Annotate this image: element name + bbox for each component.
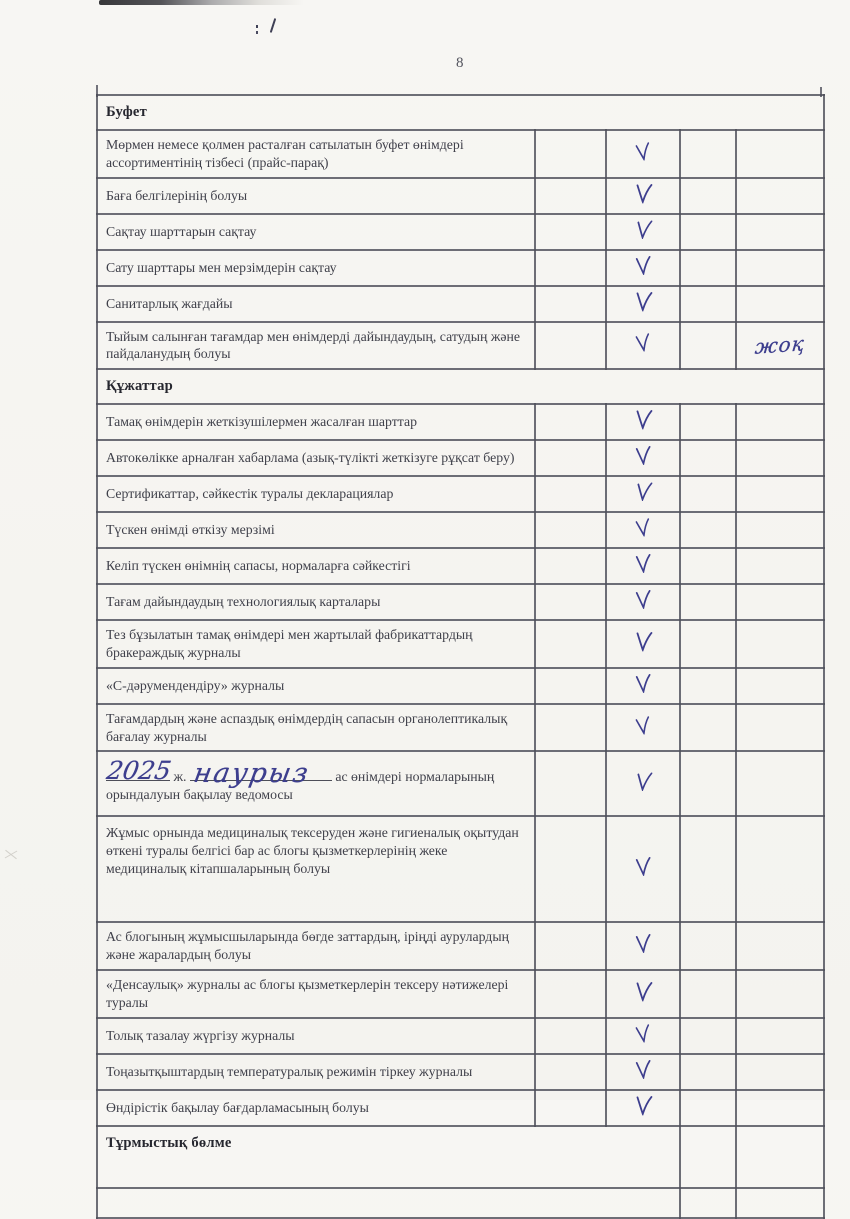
- note-cell: [736, 620, 824, 668]
- empty-cell: [535, 476, 606, 512]
- checkmark-icon: [634, 255, 652, 280]
- checkmark-icon: [633, 482, 653, 506]
- empty-cell: [535, 286, 606, 322]
- checkmark-icon: [633, 290, 653, 317]
- empty-cell: [736, 1188, 824, 1218]
- row-label-cell: Жұмыс орнында медициналық тексеруден және гигиеналық оқытудан өткені туралы белгісі бар ас блогы қызметкерлерінің жеке медициналық кітапшаларының болуы: [97, 816, 535, 922]
- section-header-row: [97, 369, 824, 404]
- checkmark-icon: [633, 409, 653, 436]
- note-cell: [736, 250, 824, 286]
- check-cell: [606, 548, 680, 584]
- checkmark-icon: [634, 1024, 653, 1048]
- table-row: [97, 1054, 824, 1090]
- row-label-cell: Толық тазалау жүргізу журналы: [97, 1018, 535, 1054]
- check-cell: [606, 322, 680, 370]
- handwritten-year: 2025: [104, 755, 174, 785]
- empty-cell: [535, 1054, 606, 1090]
- empty-cell: [535, 751, 606, 816]
- empty-cell: [680, 1018, 736, 1054]
- check-cell: [606, 922, 680, 970]
- table-row: [97, 584, 824, 620]
- row-label-cell: Тыйым салынған тағамдар мен өнімдерді дайындаудың, сатудың және пайдаланудың болуы: [97, 322, 535, 370]
- row-label-cell: Тамақ өнімдерін жеткізушілермен жасалған шарттар: [97, 404, 535, 440]
- note-cell: [736, 548, 824, 584]
- empty-cell: [680, 404, 736, 440]
- empty-cell: [535, 512, 606, 548]
- empty-cell: [535, 1018, 606, 1054]
- empty-cell: [680, 816, 736, 922]
- empty-cell: [680, 704, 736, 752]
- section-header-row: [97, 95, 824, 130]
- empty-cell: [680, 548, 736, 584]
- check-cell: [606, 704, 680, 752]
- table-row: [97, 130, 824, 178]
- checkmark-icon: [634, 673, 652, 698]
- checkmark-icon: [634, 857, 652, 882]
- empty-cell: [680, 668, 736, 704]
- checkmark-icon: [634, 1060, 652, 1085]
- empty-cell: [680, 512, 736, 548]
- checkmark-icon: [634, 333, 653, 357]
- note-cell: [736, 704, 824, 752]
- table-row: [97, 322, 824, 370]
- empty-cell: [535, 704, 606, 752]
- check-cell: [606, 668, 680, 704]
- table-row: [97, 476, 824, 512]
- section-title: Тұрмыстық бөлме: [106, 1134, 232, 1151]
- table-row: [97, 250, 824, 286]
- table-row-continuation: [97, 1188, 824, 1218]
- ink-speck: [256, 25, 258, 28]
- row-label-cell: Автокөлікке арналған хабарлама (азық-түлікті жеткізуге рұқсат беру): [97, 440, 535, 476]
- empty-cell: [535, 440, 606, 476]
- checkmark-icon: [634, 554, 652, 579]
- checkmark-icon: [634, 715, 653, 739]
- check-cell: [606, 440, 680, 476]
- checkmark-icon: [633, 630, 653, 657]
- check-cell: [606, 1054, 680, 1090]
- empty-cell: [535, 922, 606, 970]
- checkmark-icon: [634, 446, 652, 471]
- table-row: [97, 404, 824, 440]
- empty-cell: [680, 322, 736, 370]
- empty-cell: [535, 322, 606, 370]
- row-label-cell: Санитарлық жағдайы: [97, 286, 535, 322]
- handwritten-note: жоқ: [753, 331, 807, 360]
- note-cell: [736, 816, 824, 922]
- row-label-cell: Ас блогының жұмысшыларында бөгде заттардың, іріңді аурулардың және жаралардың болуы: [97, 922, 535, 970]
- note-cell: [736, 404, 824, 440]
- empty-cell: [535, 668, 606, 704]
- check-cell: [606, 1090, 680, 1126]
- empty-cell: [535, 584, 606, 620]
- checkmark-icon: [634, 589, 652, 614]
- note-cell: [736, 322, 824, 370]
- table-row: [97, 178, 824, 214]
- table-row: [97, 704, 824, 752]
- section-header-row: [97, 1126, 824, 1188]
- empty-cell: [535, 404, 606, 440]
- checkmark-icon: [633, 1095, 653, 1122]
- row-label-cell: Түскен өнімді өткізу мерзімі: [97, 512, 535, 548]
- handwritten-month: наурыз: [191, 757, 313, 789]
- check-cell: [606, 816, 680, 922]
- checkmark-icon: [634, 142, 653, 166]
- checkmark-icon: [634, 518, 653, 542]
- note-cell: [736, 286, 824, 322]
- fill-in-blank-month: [190, 757, 332, 789]
- row-label-cell: Сақтау шарттарын сақтау: [97, 214, 535, 250]
- empty-cell: [680, 922, 736, 970]
- empty-cell: [680, 1054, 736, 1090]
- empty-cell: [680, 1126, 736, 1188]
- note-cell: [736, 440, 824, 476]
- row-label-cell: Баға белгілерінің болуы: [97, 178, 535, 214]
- empty-cell: [680, 286, 736, 322]
- row-label-cell: Келіп түскен өнімнің сапасы, нормаларға сәйкестігі: [97, 548, 535, 584]
- empty-cell: [680, 1188, 736, 1218]
- note-cell: [736, 1090, 824, 1126]
- check-cell: [606, 250, 680, 286]
- section-header-cell: [97, 369, 824, 404]
- row-label-cell: «Денсаулық» журналы ас блогы қызметкерлерін тексеру нәтижелері туралы: [97, 970, 535, 1018]
- table-row: [97, 970, 824, 1018]
- table-row: [97, 922, 824, 970]
- table-row: [97, 440, 824, 476]
- empty-cell: [680, 130, 736, 178]
- empty-cell: [680, 440, 736, 476]
- check-cell: [606, 214, 680, 250]
- empty-cell: [680, 178, 736, 214]
- note-cell: [736, 970, 824, 1018]
- empty-cell: [680, 250, 736, 286]
- note-cell: [736, 1018, 824, 1054]
- row-label-cell: [97, 751, 535, 816]
- check-cell: [606, 751, 680, 816]
- check-cell: [606, 286, 680, 322]
- ink-speck: [270, 18, 277, 33]
- table-row: [97, 214, 824, 250]
- empty-cell: [680, 970, 736, 1018]
- row-label-cell: Сату шарттары мен мерзімдерін сақтау: [97, 250, 535, 286]
- empty-cell: [680, 620, 736, 668]
- note-cell: [736, 584, 824, 620]
- row-label-cell: Мөрмен немесе қолмен расталған сатылатын буфет өнімдері ассортиментінің тізбесі (прайс-парақ): [97, 130, 535, 178]
- table-row: [97, 286, 824, 322]
- note-cell: [736, 178, 824, 214]
- row-label-cell: Өндірістік бақылау бағдарламасының болуы: [97, 1090, 535, 1126]
- table-row: [97, 512, 824, 548]
- note-cell: [736, 751, 824, 816]
- label-text: ас өнімдері нормаларының орындалуын бақылау ведомосы: [106, 769, 495, 802]
- label-text: ж.: [170, 769, 190, 785]
- check-cell: [606, 1018, 680, 1054]
- check-cell: [606, 620, 680, 668]
- empty-cell: [535, 178, 606, 214]
- table-row: [97, 548, 824, 584]
- empty-cell: [535, 130, 606, 178]
- empty-cell: [535, 548, 606, 584]
- table-row: [97, 1018, 824, 1054]
- inspection-checklist-table: [96, 94, 825, 1219]
- row-label-cell: Сертификаттар, сәйкестік туралы декларациялар: [97, 476, 535, 512]
- empty-cell: [535, 214, 606, 250]
- fill-in-blank-year: [104, 755, 174, 785]
- row-label-cell: Тағам дайындаудың технологиялық карталары: [97, 584, 535, 620]
- checkmark-icon: [633, 772, 653, 796]
- check-cell: [606, 178, 680, 214]
- section-title: Құжаттар: [106, 378, 173, 395]
- table-row: [97, 816, 824, 922]
- table-row: [97, 620, 824, 668]
- section-header-cell: [97, 1126, 680, 1188]
- table-row: [97, 751, 824, 816]
- row-label-cell: «С-дәрумендендіру» журналы: [97, 668, 535, 704]
- note-cell: [736, 922, 824, 970]
- empty-cell: [680, 214, 736, 250]
- note-cell: [736, 1054, 824, 1090]
- note-cell: [736, 476, 824, 512]
- empty-cell: [680, 1090, 736, 1126]
- check-cell: [606, 584, 680, 620]
- check-cell: [606, 404, 680, 440]
- empty-cell: [680, 476, 736, 512]
- row-label-cell: Тағамдардың және аспаздық өнімдердің сапасын органолептикалық бағалау журналы: [97, 704, 535, 752]
- row-label-cell: Тоңазытқыштардың температуралық режимін тіркеу журналы: [97, 1054, 535, 1090]
- note-cell: [736, 214, 824, 250]
- checkmark-icon: [633, 220, 653, 244]
- empty-cell: [535, 970, 606, 1018]
- check-cell: [606, 476, 680, 512]
- checkmark-icon: [633, 981, 653, 1008]
- table-row: [97, 1090, 824, 1126]
- empty-cell: [535, 250, 606, 286]
- table-row: [97, 668, 824, 704]
- note-cell: [736, 512, 824, 548]
- section-header-cell: [97, 95, 824, 130]
- page-number: 8: [456, 55, 464, 71]
- checkmark-icon: [633, 182, 653, 209]
- empty-cell: [736, 1126, 824, 1188]
- empty-cell: [535, 816, 606, 922]
- empty-cell: [535, 620, 606, 668]
- section-title: Буфет: [106, 104, 147, 120]
- margin-pencil-mark: [4, 848, 18, 862]
- empty-cell: [97, 1188, 680, 1218]
- row-label-cell: Тез бұзылатын тамақ өнімдері мен жартылай фабрикаттардың бракераждық журналы: [97, 620, 535, 668]
- check-cell: [606, 512, 680, 548]
- checkmark-icon: [634, 934, 652, 959]
- check-cell: [606, 970, 680, 1018]
- note-cell: [736, 130, 824, 178]
- note-cell: [736, 668, 824, 704]
- empty-cell: [680, 584, 736, 620]
- check-cell: [606, 130, 680, 178]
- empty-cell: [535, 1090, 606, 1126]
- scan-smudge-top: [99, 0, 304, 5]
- empty-cell: [680, 751, 736, 816]
